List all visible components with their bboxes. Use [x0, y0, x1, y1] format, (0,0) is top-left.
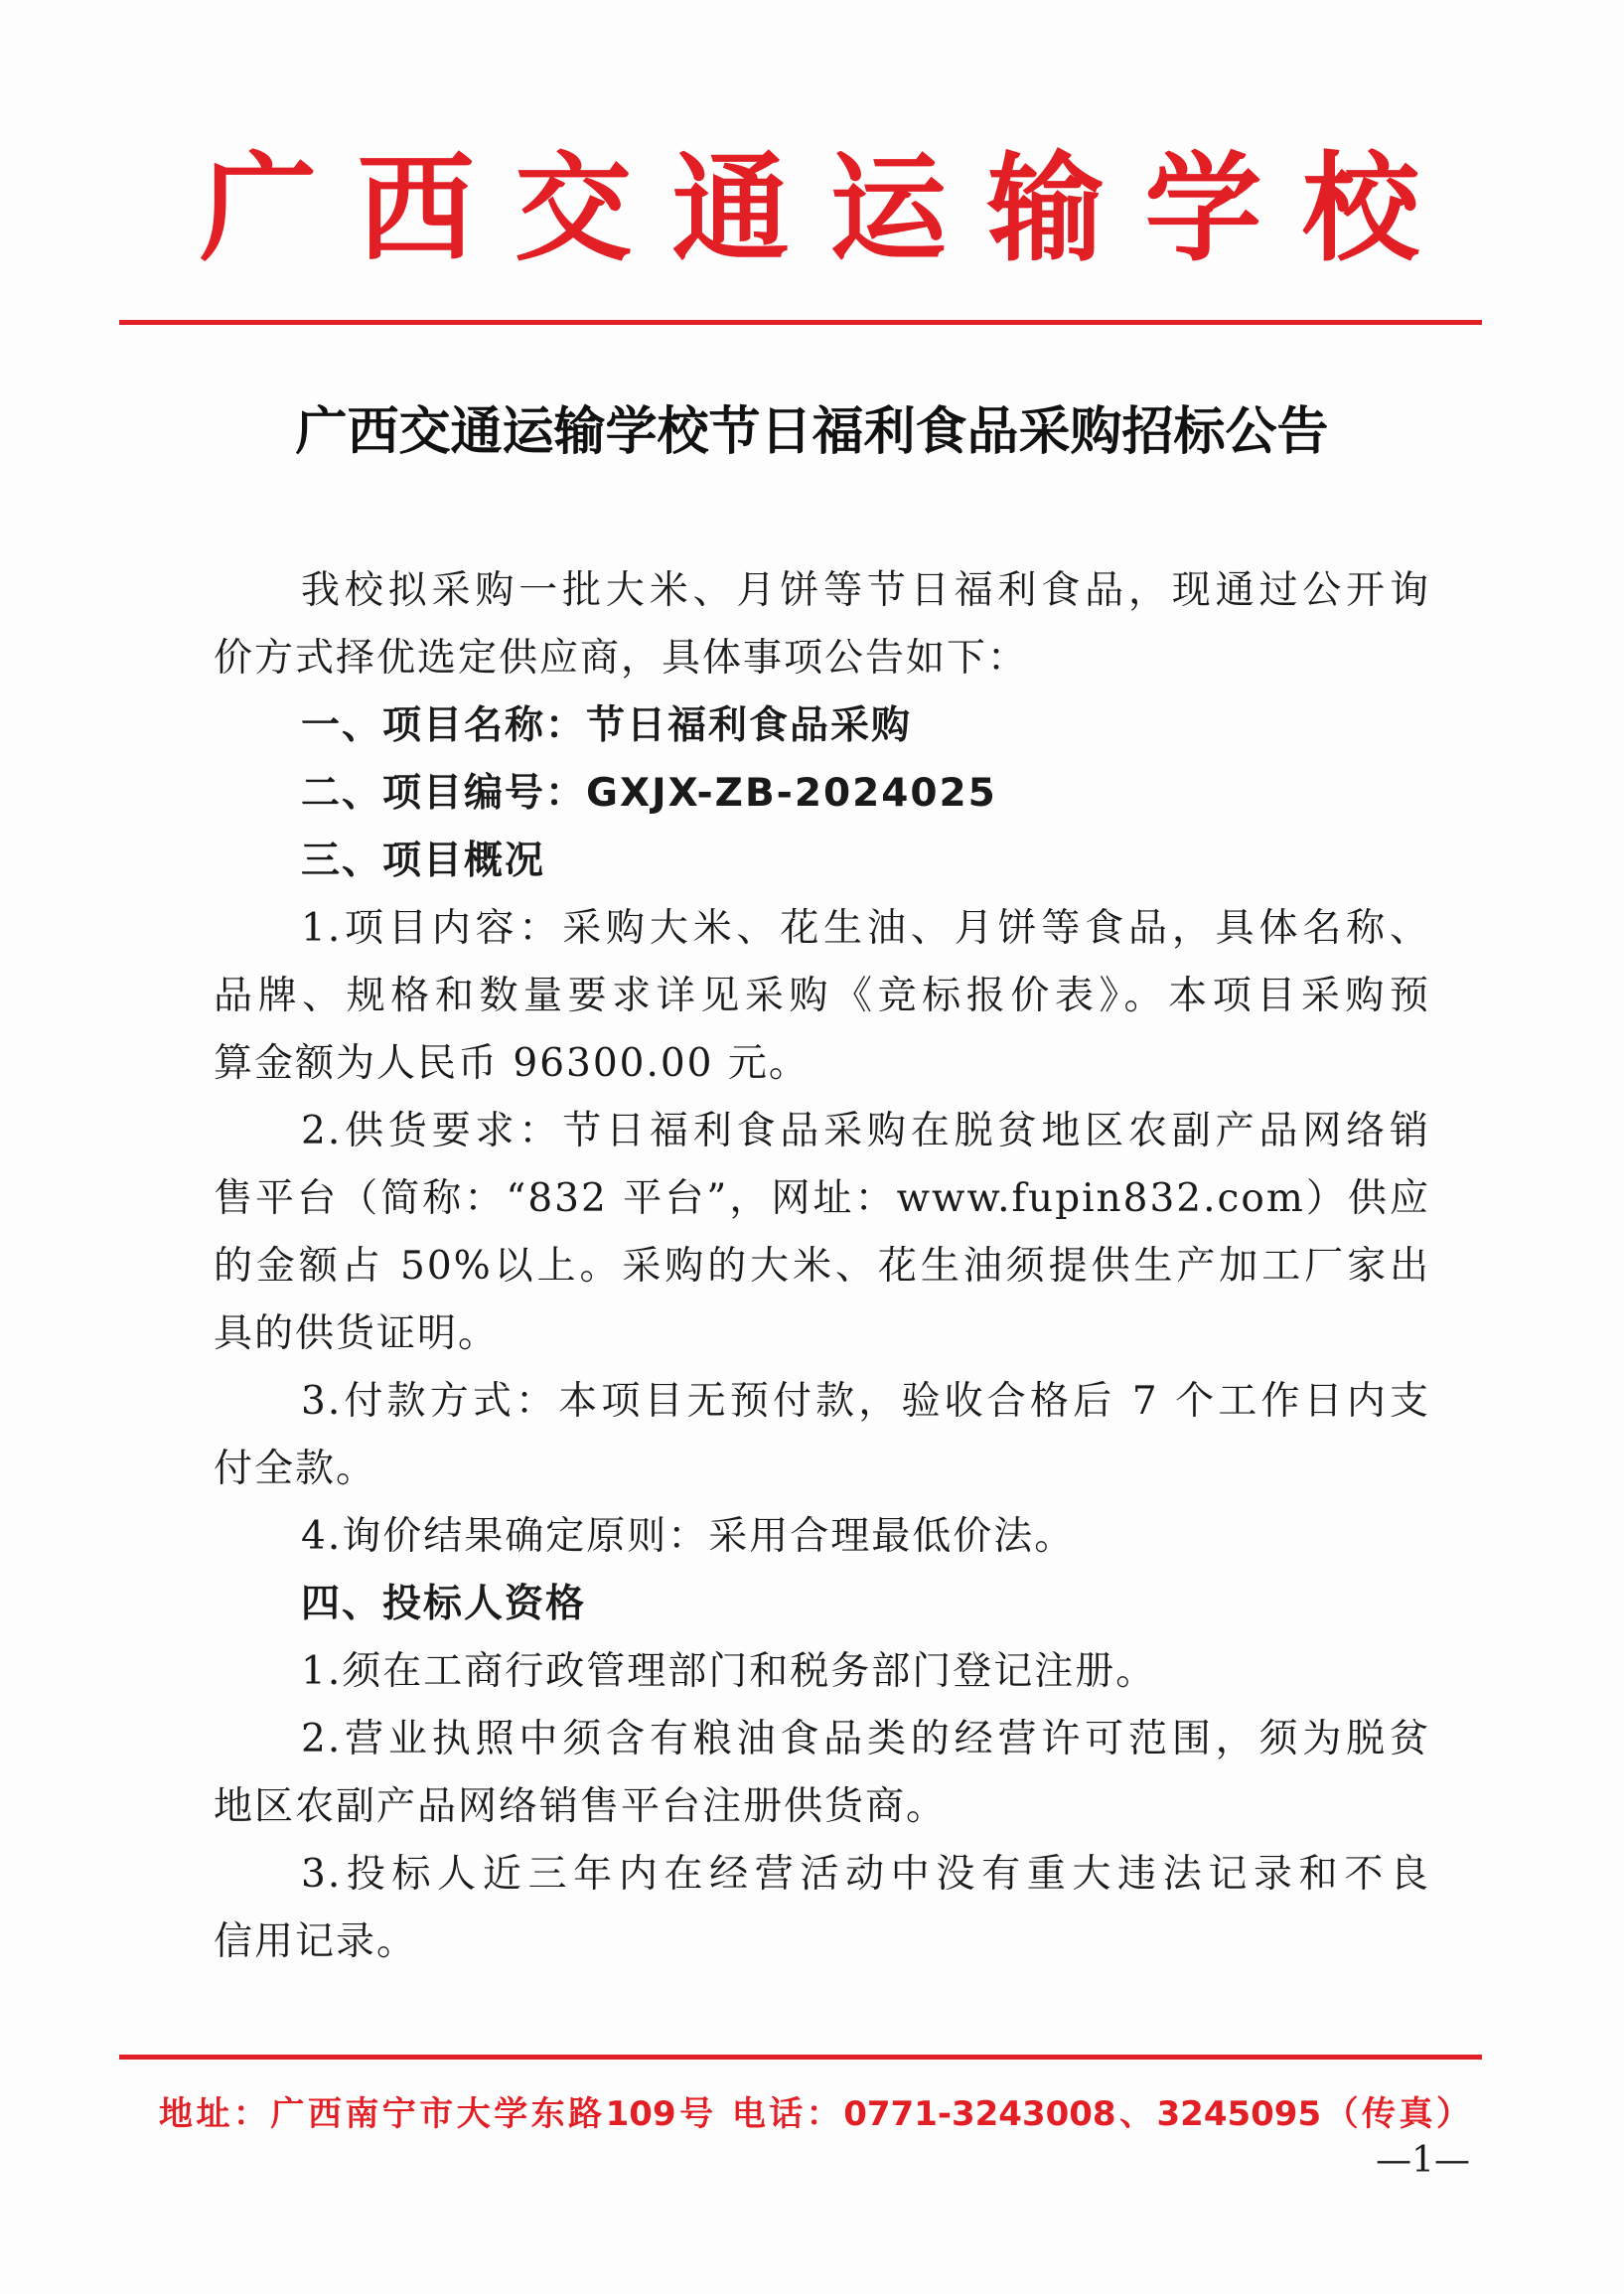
letterhead-char: 西	[357, 139, 475, 277]
section-project-overview: 三、项目概况	[301, 839, 546, 883]
intro-line: 我校拟采购一批大米、月饼等节日福利食品，现通过公开询	[301, 568, 1430, 613]
item-content-line: 品牌、规格和数量要求详见采购《竞标报价表》。本项目采购预	[214, 974, 1430, 1018]
letterhead-char: 交	[515, 139, 633, 277]
item-content-line: 算金额为人民币 96300.00 元。	[214, 1041, 810, 1086]
qualification-line: 1.须在工商行政管理部门和税务部门登记注册。	[301, 1649, 1157, 1694]
item-supply-line: 售平台（简称：“832 平台”，网址：www.fupin832.com）供应	[214, 1176, 1430, 1221]
section-bidder-qualification: 四、投标人资格	[301, 1582, 587, 1626]
letterhead-char: 通	[671, 139, 790, 277]
qualification-line: 3.投标人近三年内在经营活动中没有重大违法记录和不良	[301, 1852, 1430, 1897]
item-supply-line: 的金额占 50%以上。采购的大米、花生油须提供生产加工厂家出	[214, 1244, 1430, 1289]
item-supply-line: 2.供货要求：节日福利食品采购在脱贫地区农副产品网络销	[301, 1109, 1430, 1153]
letterhead-char: 广	[199, 139, 317, 277]
item-payment-line: 3.付款方式：本项目无预付款，验收合格后 7 个工作日内支	[301, 1379, 1430, 1424]
section-project-name: 一、项目名称：节日福利食品采购	[301, 703, 913, 748]
item-supply-line: 具的供货证明。	[214, 1311, 500, 1356]
top-red-divider	[119, 320, 1482, 325]
footer-address: 地址：广西南宁市大学东路109号 电话：0771-3243008、3245095（传真）	[159, 2094, 1470, 2134]
item-payment-line: 付全款。	[214, 1447, 377, 1491]
letterhead-char: 校	[1301, 139, 1419, 277]
letterhead-title	[189, 139, 1430, 278]
qualification-line: 2.营业执照中须含有粮油食品类的经营许可范围，须为脱贫	[301, 1717, 1430, 1761]
item-content-line: 1.项目内容：采购大米、花生油、月饼等食品，具体名称、	[301, 906, 1430, 951]
document-title: 广西交通运输学校节日福利食品采购招标公告	[295, 401, 1329, 462]
letterhead-char: 学	[1144, 139, 1262, 277]
qualification-line: 信用记录。	[214, 1919, 418, 1964]
qualification-line: 地区农副产品网络销售平台注册供货商。	[214, 1784, 948, 1829]
bottom-red-divider	[119, 2055, 1482, 2060]
page-number: —1—	[1376, 2140, 1470, 2181]
section-project-code: 二、项目编号：GXJX-ZB-2024025	[301, 771, 997, 816]
letterhead-char: 运	[829, 139, 948, 277]
item-pricing-principle: 4.询价结果确定原则：采用合理最低价法。	[301, 1514, 1076, 1559]
letterhead-char: 输	[986, 139, 1105, 277]
intro-line: 价方式择优选定供应商，具体事项公告如下：	[214, 636, 1029, 681]
